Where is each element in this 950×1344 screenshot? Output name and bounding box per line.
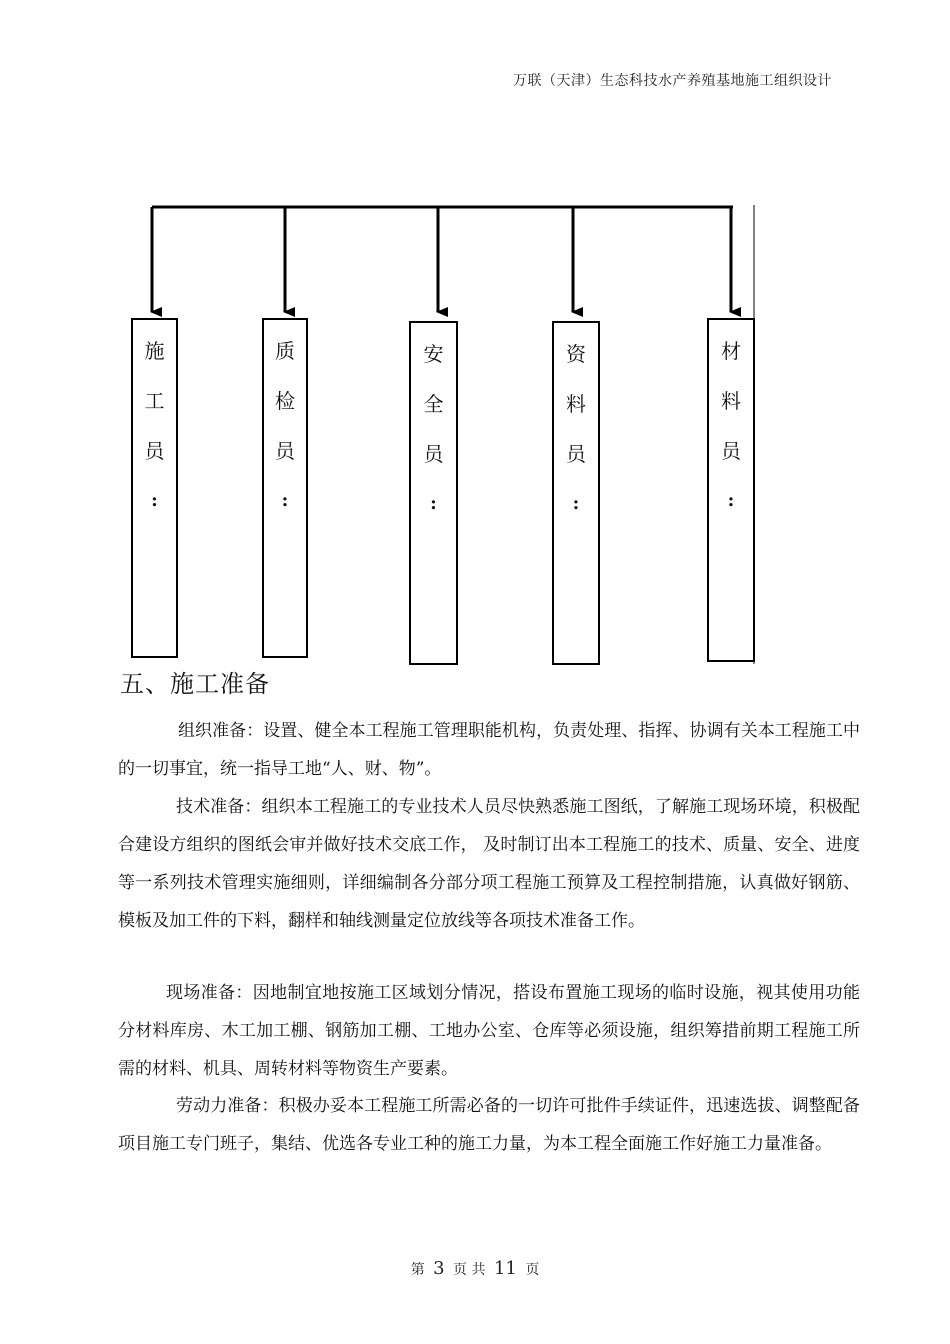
role-char: 安 (423, 342, 444, 366)
role-char: 料 (566, 392, 586, 416)
role-char: 员 (423, 442, 444, 466)
role-char: 员 (721, 439, 741, 463)
paragraph-labor-prep: 劳动力准备：积极办妥本工程施工所需必备的一切许可批件手续证件，迅速选拔、调整配备项目施工专门班子，集结、优选各专业工种的施工力量，为本工程全面施工作好施工力量准备。 (118, 1096, 860, 1154)
paragraph-organization-prep: 组织准备：设置、健全本工程施工管理职能机构，负责处理、指挥、协调有关本工程施工中的一切事宜，统一指导工地“人、财、物”。 (118, 721, 860, 779)
footer-middle: 页 共 (453, 1262, 486, 1278)
role-char: 资 (566, 342, 586, 366)
role-char: 工 (144, 389, 165, 413)
role-char: 材 (721, 339, 741, 363)
role-box-material-clerk (707, 318, 755, 662)
role-char: 员 (275, 439, 295, 463)
role-colon: : (430, 493, 437, 514)
role-char: 施 (144, 339, 165, 363)
role-char: 员 (144, 439, 165, 463)
paragraph-site-prep: 现场准备：因地制宜地按施工区域划分情况，搭设布置施工现场的临时设施，视其使用功能分材料库房、木工加工棚、钢筋加工棚、工地办公室、仓库等必须设施，组织筹措前期工程施工所需的材料、机具、周转材料等物资生产要素。 (118, 983, 860, 1079)
footer-total-pages: 11 (493, 1258, 517, 1279)
paragraph-technical-prep: 技术准备：组织本工程施工的专业技术人员尽快熟悉施工图纸，了解施工现场环境，积极配合建设方组织的图纸会审并做好技术交底工作， 及时制订出本工程施工的技术、质量、安全、进度等一系列技术管理实施细则，详细编制各分部分项工程施工预算及工程控制措施，认真做好钢筋、模板及加工件的下料，翻样和轴线测量定位放线等各项技术准备工作。 (118, 797, 860, 931)
page-footer (0, 1258, 950, 1279)
role-box-document-clerk (552, 321, 600, 665)
footer-page-number: 3 (433, 1258, 445, 1279)
role-colon: : (572, 493, 580, 514)
role-char: 检 (275, 389, 295, 413)
role-char: 全 (423, 392, 444, 416)
footer-suffix: 页 (525, 1262, 540, 1278)
role-box-construction-worker (131, 318, 178, 658)
role-char: 质 (275, 339, 295, 363)
section-title: 五、施工准备 (120, 670, 270, 698)
role-char: 员 (566, 442, 586, 466)
role-box-safety-officer (409, 321, 458, 665)
role-colon: : (727, 490, 735, 511)
document-header: 万联（天津）生态科技水产养殖基地施工组织设计 (513, 73, 832, 89)
role-colon: : (151, 490, 158, 511)
role-box-quality-inspector (262, 318, 308, 658)
footer-prefix: 第 (410, 1262, 425, 1278)
role-char: 料 (721, 389, 741, 413)
role-colon: : (281, 490, 289, 511)
